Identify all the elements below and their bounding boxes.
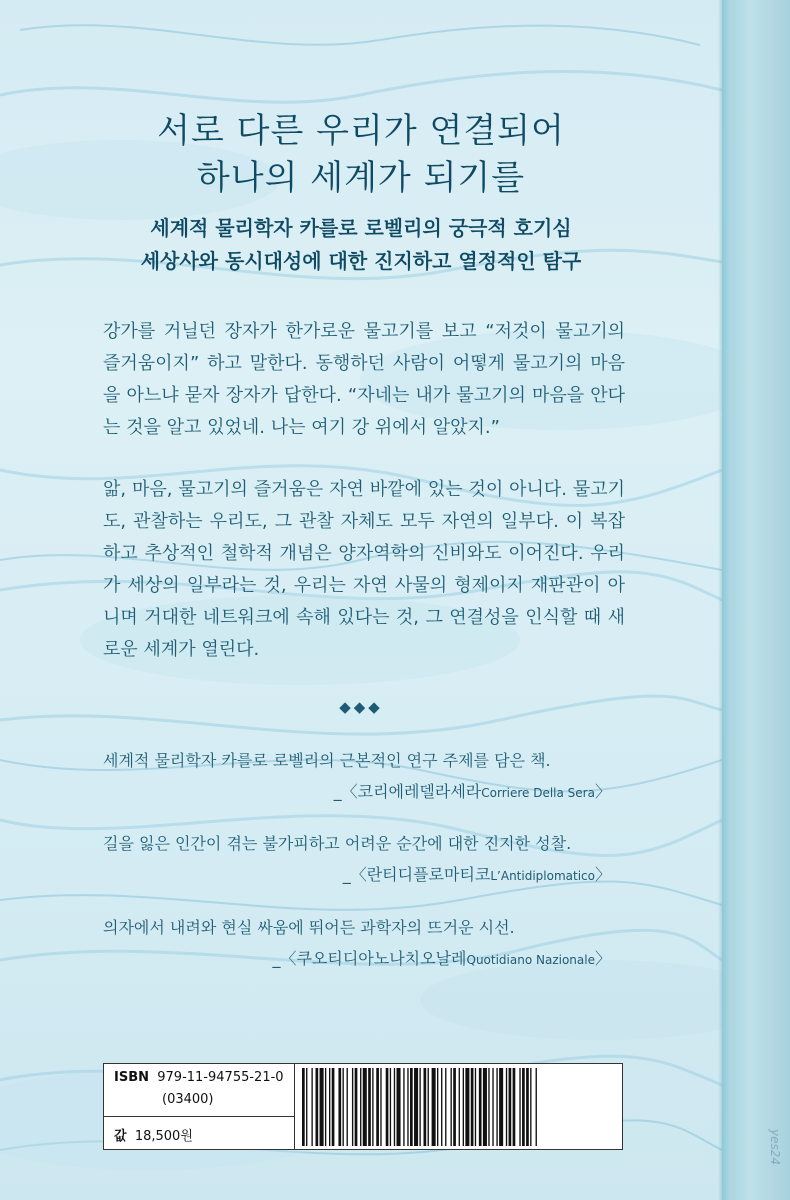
review-quote-2: 길을 잃은 인간이 겪는 불가피하고 어려운 순간에 대한 진지한 성찰. <box>103 834 572 853</box>
barcode-bar <box>526 1068 529 1146</box>
review-quote-1: 세계적 물리학자 카를로 로벨리의 근본적인 연구 주제를 담은 책. <box>103 751 551 770</box>
barcode-bar <box>368 1068 371 1146</box>
barcode-bar <box>355 1068 358 1146</box>
barcode-bar <box>506 1068 507 1146</box>
barcode-bar <box>432 1068 436 1146</box>
review-quote-3: 의자에서 내려와 현실 싸움에 뛰어든 과학자의 뜨거운 시선. <box>103 918 515 937</box>
watermark-text: yes24 <box>768 1128 783 1166</box>
review-source-1 <box>334 779 611 802</box>
barcode-bar <box>352 1068 353 1146</box>
barcode-bar <box>302 1068 305 1146</box>
review-source-3-korean: _〈쿠오티디아노나치오날레 <box>272 949 467 968</box>
barcode-bar <box>407 1068 408 1146</box>
barcode-bar <box>306 1068 307 1146</box>
subtitle-line-1: 세계적 물리학자 카를로 로벨리의 궁극적 호기심 <box>150 216 572 240</box>
review-source-1-korean: _〈코리에레델라세라 <box>333 782 482 801</box>
barcode-bar <box>479 1068 482 1146</box>
barcode-bar <box>414 1068 418 1146</box>
barcode-bar <box>451 1068 452 1146</box>
barcode-bar <box>471 1068 474 1146</box>
barcode-bar <box>325 1068 326 1146</box>
review-source-2 <box>343 862 611 885</box>
barcode-bar <box>394 1068 395 1146</box>
review-source-2-latin: L’Antidiplomatico <box>490 869 595 883</box>
price-line <box>114 1125 193 1144</box>
barcode-bar <box>428 1068 429 1146</box>
paragraph-zhuangzi: 강가를 거닐던 장자가 한가로운 물고기를 보고 “저것이 물고기의 즐거움이지” 하고 말한다. 동행하던 사람이 어떻게 물고기의 마음을 아느냐 묻자 장자가 답한다. “자네는 내가 물고기의 마음을 안다는 것을 알고 있었네. 나는 여기 강 위에서 알았지.” <box>103 321 625 438</box>
price-value: 18,500원 <box>134 1129 193 1144</box>
isbn-line <box>114 1070 284 1085</box>
barcode-bar <box>410 1068 413 1146</box>
barcode-bar <box>437 1068 438 1146</box>
barcode-bar <box>536 1068 537 1146</box>
price-cell <box>104 1117 295 1149</box>
subtitle-line-2: 세상사와 동시대성에 대한 진지하고 열정적인 탐구 <box>140 249 582 273</box>
barcode-bar <box>329 1068 330 1146</box>
barcode-bar <box>347 1068 348 1146</box>
barcode-bar <box>513 1068 516 1146</box>
barcode-bar <box>499 1068 503 1146</box>
isbn-cell <box>104 1064 295 1117</box>
review-source-3-end: 〉 <box>594 949 611 968</box>
isbn-number: 979-11-94755-21-0 <box>157 1070 284 1085</box>
barcode-bar <box>386 1068 389 1146</box>
barcode-bar <box>519 1068 520 1146</box>
review-source-1-latin: Corriere Della Sera <box>481 786 595 800</box>
barcode-bar <box>360 1068 361 1146</box>
barcode-bar <box>441 1068 442 1146</box>
barcode-bar <box>492 1068 493 1146</box>
barcode-bar <box>343 1068 344 1146</box>
book-spine <box>722 0 790 1200</box>
barcode-bar <box>332 1068 335 1146</box>
barcode-bar <box>316 1068 319 1146</box>
barcode-bar <box>311 1068 312 1146</box>
review-source-3 <box>272 946 611 969</box>
barcode-bar <box>453 1068 456 1146</box>
barcode-bar <box>380 1068 381 1146</box>
barcode-bar <box>483 1068 487 1146</box>
isbn-label: ISBN <box>114 1070 149 1085</box>
section-divider: ◆◆◆ <box>339 698 383 716</box>
review-source-3-latin: Quotidiano Nazionale <box>466 953 595 967</box>
barcode-bar <box>496 1068 497 1146</box>
barcode-bar <box>419 1068 420 1146</box>
review-source-2-end: 〉 <box>594 865 611 884</box>
barcode-bar <box>445 1068 446 1146</box>
barcode-bar <box>424 1068 427 1146</box>
price-label: 값 <box>114 1129 127 1144</box>
barcode-bar <box>376 1068 379 1146</box>
isbn-barcode-box <box>103 1063 623 1150</box>
review-source-1-end: 〉 <box>594 782 611 801</box>
barcode-bar <box>403 1068 404 1146</box>
barcode-bar <box>363 1068 367 1146</box>
barcode-bar <box>522 1068 525 1146</box>
title-line-1: 서로 다른 우리가 연결되어 <box>157 111 565 151</box>
barcode-bar <box>372 1068 373 1146</box>
barcode-bar <box>530 1068 531 1146</box>
barcode-bar <box>397 1068 401 1146</box>
barcode-bar <box>509 1068 512 1146</box>
review-source-2-korean: _〈란티디플로마티코 <box>342 865 491 884</box>
barcode-bar <box>465 1068 469 1146</box>
paragraph-nature: 앎, 마음, 물고기의 즐거움은 자연 바깥에 있는 것이 아니다. 물고기도, 관찰하는 우리도, 그 관찰 자체도 모두 자연의 일부다. 이 복잡하고 추상적인 철학적 개념은 양자역학의 신비와도 이어진다. 우리가 세상의 일부라는 것, 우리는 자연 사물의 형제이지 재판관이 아니며 거대한 네트워크에 속해 있다는 것, 그 연결성을 인식할 때 새로운 세계가 열린다. <box>103 479 625 660</box>
isbn-add-code: (03400) <box>162 1092 214 1107</box>
title-line-2: 하나의 세계가 되기를 <box>196 158 526 198</box>
barcode-bar <box>488 1068 489 1146</box>
barcode-bar <box>463 1068 464 1146</box>
barcode <box>300 1068 616 1146</box>
barcode-bar <box>320 1068 324 1146</box>
barcode-bar <box>390 1068 391 1146</box>
barcode-bar <box>459 1068 460 1146</box>
barcode-bar <box>338 1068 341 1146</box>
barcode-bar <box>475 1068 476 1146</box>
